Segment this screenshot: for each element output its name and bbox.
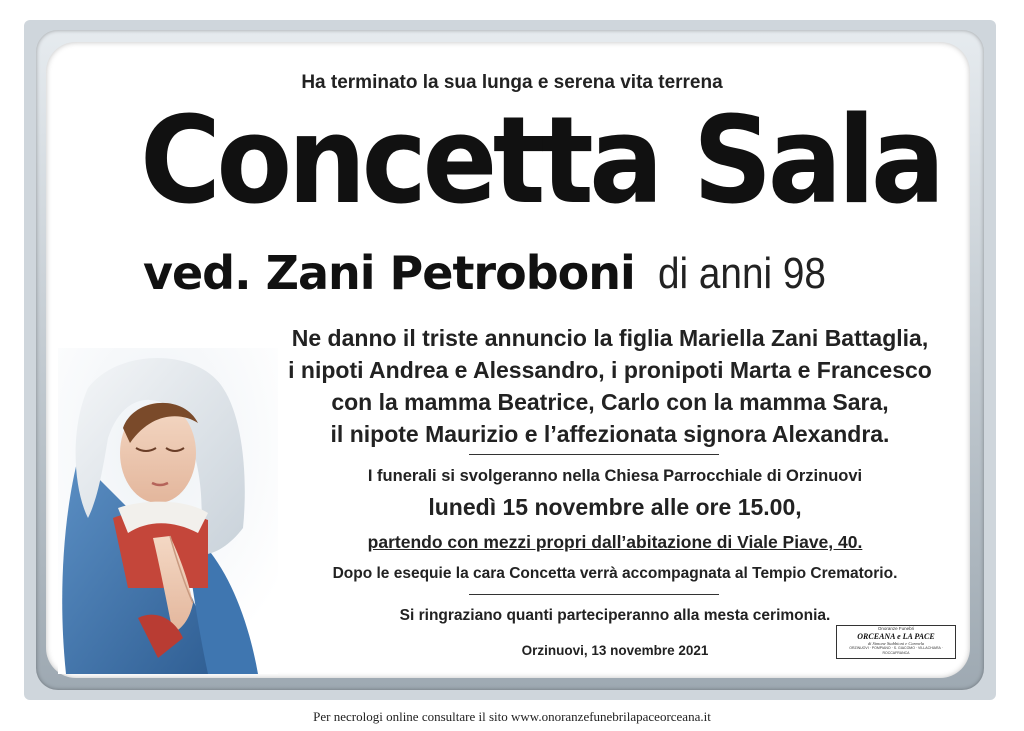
madonna-image — [58, 348, 278, 674]
announcement-line: il nipote Maurizio e l’affezionata signora Alexandra. — [330, 421, 890, 447]
funeral-departure-line: partendo con mezzi propri dall’abitazione di Viale Piave, 40. — [367, 532, 863, 552]
thanks-line: Si ringraziano quanti parteciperanno alla mesta cerimonia. — [399, 607, 831, 624]
divider — [469, 454, 719, 455]
logo-main-text: ORCEANA e LA PACE — [857, 632, 935, 641]
divider — [469, 594, 719, 595]
logo-sub-text: di Simone Stabbioni e Carmela — [867, 641, 925, 646]
place-date-line: Orzinuovi, 13 novembre 2021 — [521, 643, 709, 658]
announcement-line: i nipoti Andrea e Alessandro, i pronipoti Marta e Francesco — [288, 357, 932, 383]
footer-website-note: Per necrologi online consultare il sito www.onoranzefunebrilapaceorceana.it — [313, 709, 711, 724]
funeral-church-line: I funerali si svolgeranno nella Chiesa Parrocchiale di Orzinuovi — [367, 467, 863, 485]
age-text: di anni 98 — [658, 249, 826, 298]
announcement-line: con la mamma Beatrice, Carlo con la mamma Sara, — [331, 389, 889, 415]
cremation-line: Dopo le esequie la cara Concetta verrà accompagnata al Tempio Crematorio. — [332, 565, 898, 582]
logo-small-text: Onoranze Funebri — [877, 626, 915, 631]
notice-heading: Ha terminato la sua lunga e serena vita terrena — [301, 72, 723, 93]
deceased-name: Concetta Sala — [140, 92, 941, 231]
announcement-line: Ne danno il triste annuncio la figlia Mariella Zani Battaglia, — [291, 325, 929, 351]
funeral-home-logo — [836, 625, 956, 659]
widow-of-name: ved. Zani Petroboni — [143, 246, 635, 300]
logo-foot-text: ORZINUOVI · POMPIANO · S. GIACOMO · VILLACHIARA · ROCCAFRANCA — [849, 646, 943, 655]
funeral-date-line: lunedì 15 novembre alle ore 15.00, — [428, 494, 802, 520]
